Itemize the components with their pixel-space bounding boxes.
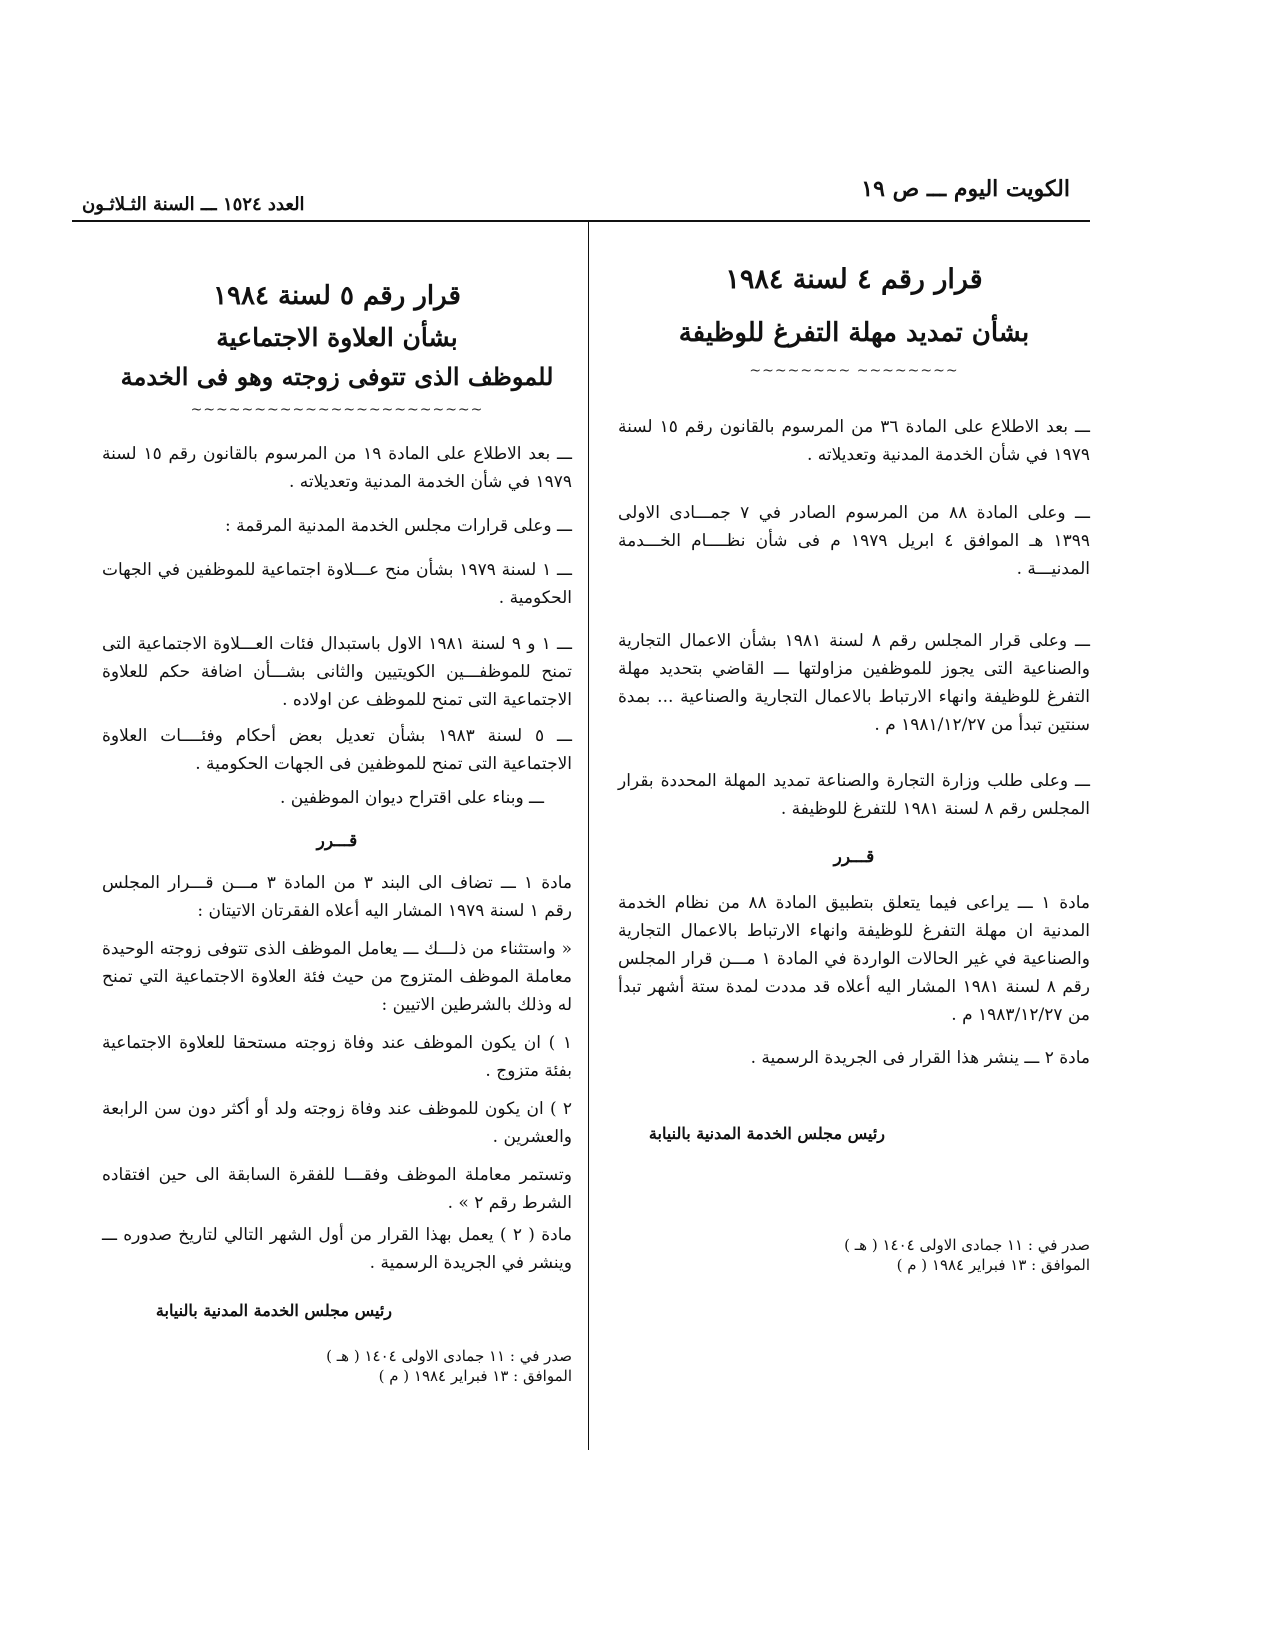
left-body: « واستثناء من ذلـــك ـــ يعامل الموظف الذى تتوفى زوجته الوحيدة معاملة الموظف المتزوج من حيث فئة العلاوة الاجتماعية التي تمنح له وذلك بالشرطين الاتيين : xyxy=(102,938,572,1015)
header-left: العدد ١٥٢٤ ـــ السنة الثـلاثـون xyxy=(82,194,305,215)
right-issued-hijri: صدر في : ١١ جمادى الاولى ١٤٠٤ ( هـ ) xyxy=(844,1235,1090,1254)
right-ornament: ~~~~~~~~ ~~~~~~~~ xyxy=(749,362,959,379)
left-body: مادة ١ ـــ تضاف الى البند ٣ من المادة ٣ مـــن قـــرار المجلس رقم ١ لسنة ١٩٧٩ المشار اليه أعلاه الفقرتان الاتيتان : xyxy=(102,872,572,921)
left-paragraph: ـــ ٥ لسنة ١٩٨٣ بشأن تعديل بعض أحكام وفئــــات العلاوة الاجتماعية التى تمنح للموظفين فى الجهات الحكومية . xyxy=(102,726,572,775)
right-signature: رئيس مجلس الخدمة المدنية بالنيابة xyxy=(648,1123,885,1143)
left-body: مادة ( ٢ ) يعمل بهذا القرار من أول الشهر التالي لتاريخ صدوره ـــ وينشر في الجريدة الرسمية . xyxy=(102,1225,573,1274)
right-qarar: قـــرر xyxy=(833,847,875,868)
right-paragraph: ـــ وعلى المادة ٨٨ من المرسوم الصادر في ٧ جمـــادى الاولى ١٣٩٩ هـ الموافق ٤ ابريل ١٩٧٩ م فى شأن نظــــام الخـــدمة المدنيـــة . xyxy=(618,502,1091,579)
left-column xyxy=(102,276,572,1387)
left-paragraph: ـــ وبناء على اقتراح ديوان الموظفين . xyxy=(279,788,544,809)
left-issued-gregorian: الموافق : ١٣ فبراير ١٩٨٤ ( م ) xyxy=(378,1367,572,1386)
right-title-line: قرار رقم ٤ لسنة ١٩٨٤ xyxy=(725,264,983,295)
right-paragraph: ـــ بعد الاطلاع على المادة ٣٦ من المرسوم بالقانون رقم ١٥ لسنة ١٩٧٩ في شأن الخدمة المدنية وتعديلاته . xyxy=(618,416,1091,465)
right-article: مادة ١ ـــ يراعى فيما يتعلق بتطبيق المادة ٨٨ من نظام الخدمة المدنية ان مهلة التفرغ للوظيفة وانهاء الارتباط بالاعمال التجارية والصناعية في غير الحالات الواردة في المادة ١ مـــن قرار المجلس رقم ٨ لسنة ١٩٨١ المشار اليه أعلاه قد مددت لمدة ستة أشهر تبدأ من ١٩٨٣/١٢/٢٧ م . xyxy=(618,893,1090,1026)
right-issued-gregorian: الموافق : ١٣ فبراير ١٩٨٤ ( م ) xyxy=(896,1255,1090,1274)
right-paragraph: ـــ وعلى قرار المجلس رقم ٨ لسنة ١٩٨١ بشأن الاعمال التجارية والصناعية التى يجوز للموظفين مزاولتها ـــ القاضي بتحديد مهلة التفرغ للوظيفة وانهاء الارتباط بالاعمال التجارية والصناعية ... بمدة سنتين تبدأ من ١٩٨١/١٢/٢٧ م . xyxy=(618,631,1090,736)
left-ornament: ~~~~~~~~~~~~~~~~~~~~~~~ xyxy=(190,401,484,418)
header-rule xyxy=(72,220,1090,222)
left-paragraph: ـــ بعد الاطلاع على المادة ١٩ من المرسوم بالقانون رقم ١٥ لسنة ١٩٧٩ في شأن الخدمة المدنية وتعديلاته . xyxy=(102,443,572,493)
left-paragraph: ـــ ١ و ٩ لسنة ١٩٨١ الاول باستبدال فئات العـــلاوة الاجتماعية التى تمنح للموظفـــين الكويتيين والثانى بشـــأن اضافة حكم للعلاوة الاجتماعية التى تمنح للموظف عن اولاده . xyxy=(102,634,572,711)
left-body: ٢ ) ان يكون للموظف عند وفاة زوجته ولد أو أكثر دون سن الرابعة والعشرين . xyxy=(102,1098,572,1147)
right-title xyxy=(618,258,1090,355)
left-body: ١ ) ان يكون الموظف عند وفاة زوجته مستحقا للعلاوة الاجتماعية بفئة متزوج . xyxy=(102,1032,572,1081)
left-title-line: بشأن العلاوة الاجتماعية xyxy=(216,322,458,352)
left-signature: رئيس مجلس الخدمة المدنية بالنيابة xyxy=(155,1301,392,1321)
header-right: الكويت اليوم ـــ ص ١٩ xyxy=(861,176,1070,202)
right-issued xyxy=(618,1235,1090,1276)
left-paragraph: ـــ وعلى قرارات مجلس الخدمة المدنية المرقمة : xyxy=(224,516,572,537)
right-article: مادة ٢ ـــ ينشر هذا القرار فى الجريدة الرسمية . xyxy=(750,1047,1090,1068)
left-paragraph: ـــ ١ لسنة ١٩٧٩ بشأن منح عـــلاوة اجتماعية للموظفين في الجهات الحكومية . xyxy=(102,560,572,609)
left-title-line: للموظف الذى تتوفى زوجته وهو فى الخدمة xyxy=(120,361,554,391)
right-paragraph: ـــ وعلى طلب وزارة التجارة والصناعة تمديد المهلة المحددة بقرار المجلس رقم ٨ لسنة ١٩٨١ للتفرغ للوظيفة . xyxy=(618,771,1090,820)
left-issued-hijri: صدر في : ١١ جمادى الاولى ١٤٠٤ ( هـ ) xyxy=(326,1347,572,1366)
column-divider xyxy=(588,222,589,1450)
right-title-line: بشأن تمديد مهلة التفرغ للوظيفة xyxy=(678,318,1030,349)
right-column xyxy=(618,258,1090,1275)
left-qarar: قـــرر xyxy=(316,830,358,851)
left-issued xyxy=(102,1346,572,1387)
left-body: وتستمر معاملة الموظف وفقـــا للفقرة السابقة الى حين افتقاده الشرط رقم ٢ » . xyxy=(102,1164,572,1213)
left-title-line: قرار رقم ٥ لسنة ١٩٨٤ xyxy=(213,281,461,311)
left-title xyxy=(102,276,572,396)
